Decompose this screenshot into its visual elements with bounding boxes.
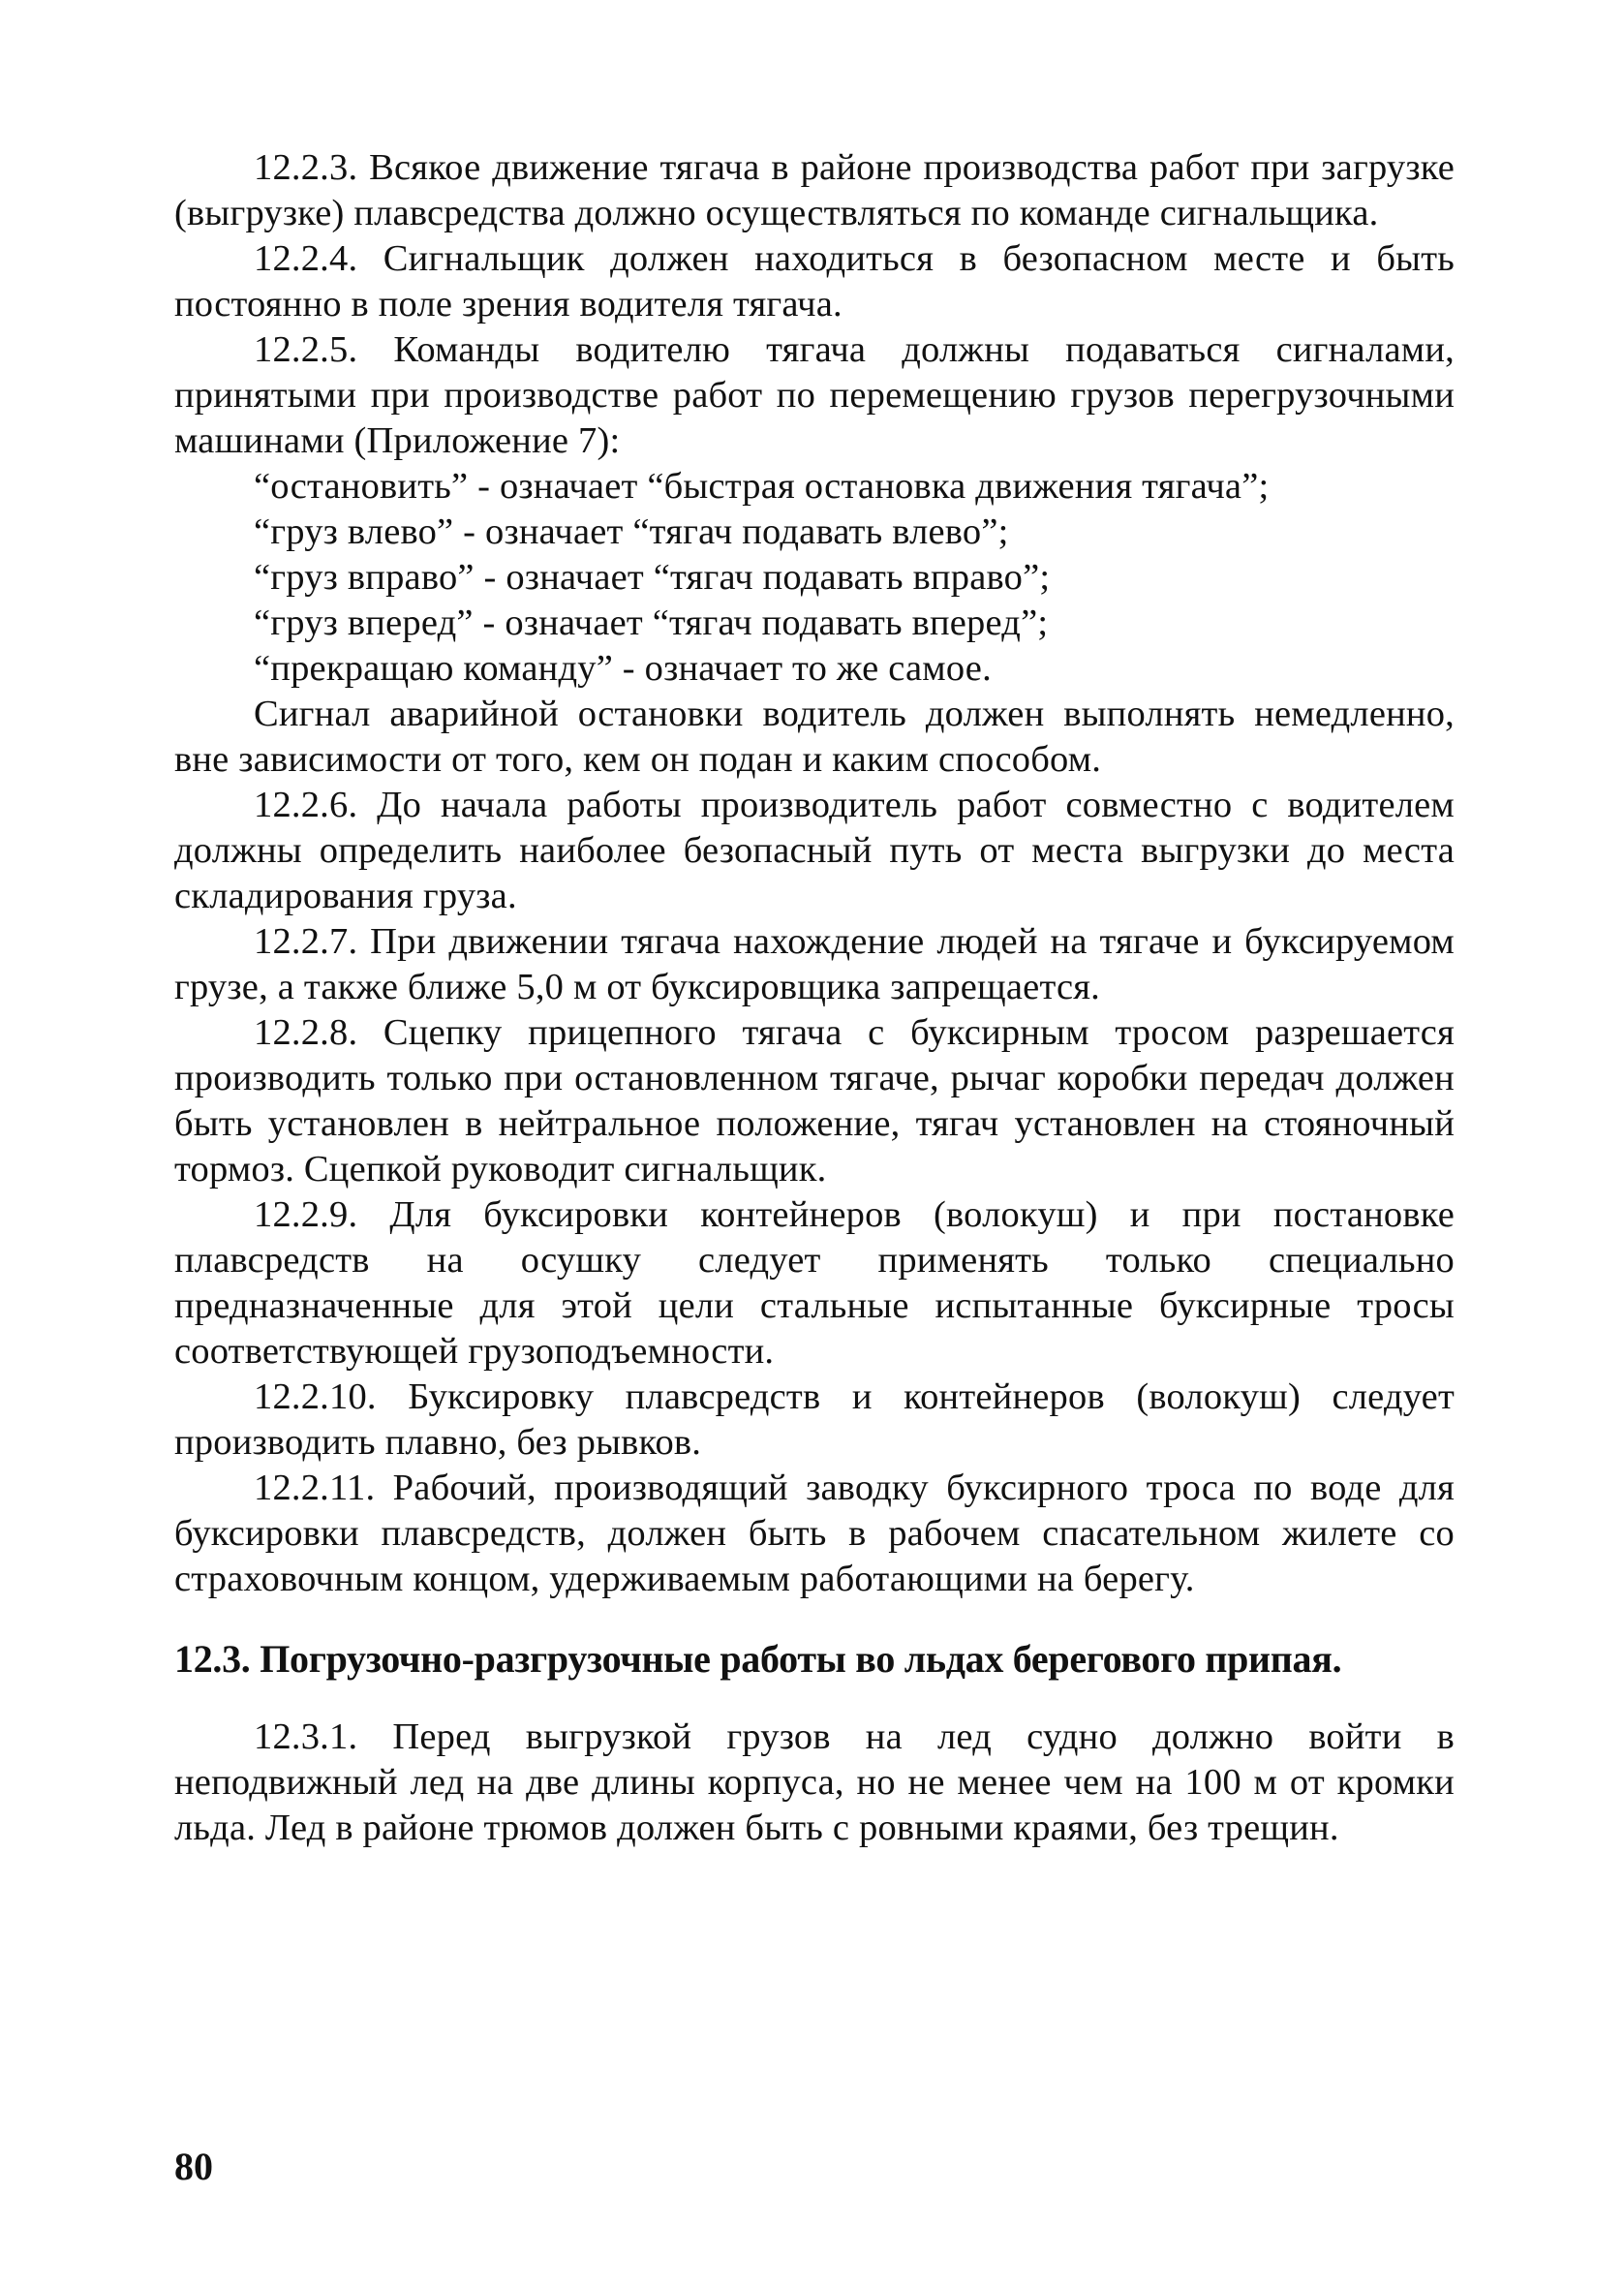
paragraph-12-3-1: 12.3.1. Перед выгрузкой грузов на лед судно должно войти в неподвижный лед на две длины корпуса, но не менее чем на 100 м от кромки льда. Лед в районе трюмов должен быть с ровными краями, без трещин.	[174, 1716, 1455, 1848]
paragraph-12-2-4: 12.2.4. Сигнальщик должен находиться в безопасном месте и быть постоянно в поле зрения водителя тягача.	[174, 238, 1455, 325]
paragraph-12-2-6: 12.2.6. До начала работы производитель работ совместно с водителем должны определить наиболее безопасный путь от места выгрузки до места складирования груза.	[174, 785, 1455, 916]
command-left: “груз влево” - означает “тягач подавать влево”;	[254, 511, 1009, 552]
paragraph-12-2-11: 12.2.11. Рабочий, производящий заводку буксирного троса по воде для буксировки плавсредств, должен быть в рабочем спасательном жилете со страховочным концом, удерживаемым работающими на берегу.	[174, 1468, 1455, 1599]
command-forward: “груз вперед” - означает “тягач подавать вперед”;	[254, 603, 1049, 643]
page-number: 80	[174, 2145, 213, 2188]
paragraph-12-2-3: 12.2.3. Всякое движение тягача в районе производства работ при загрузке (выгрузке) плавсредства должно осуществляться по команде сигнальщика.	[174, 147, 1455, 233]
paragraph-12-2-8: 12.2.8. Сцепку прицепного тягача с буксирным тросом разрешается производить только при остановленном тягаче, рычаг коробки передач должен быть установлен в нейтральное положение, тягач установлен на стояночный тормоз. Сцепкой руководит сигнальщик.	[174, 1012, 1455, 1190]
command-list	[174, 464, 1455, 692]
paragraph-12-2-5: 12.2.5. Команды водителю тягача должны подаваться сигналами, принятыми при производстве работ по перемещению грузов перегрузочными машинами (Приложение 7):	[174, 329, 1455, 461]
document-page	[174, 145, 1455, 1851]
command-cancel: “прекращаю команду” - означает то же самое.	[254, 648, 992, 689]
command-stop: “остановить” - означает “быстрая остановка движения тягача”;	[254, 466, 1270, 507]
paragraph-emergency-signal: Сигнал аварийной остановки водитель должен выполнять немедленно, вне зависимости от того, кем он подан и каким способом.	[174, 694, 1455, 780]
paragraph-12-2-10: 12.2.10. Буксировку плавсредств и контейнеров (волокуш) следует производить плавно, без рывков.	[174, 1376, 1455, 1463]
section-heading: 12.3. Погрузочно-разгрузочные работы во льдах берегового припая.	[174, 1637, 1342, 1681]
paragraph-12-2-9: 12.2.9. Для буксировки контейнеров (волокуш) и при постановке плавсредств на осушку следует применять только специально предназначенные для этой цели стальные испытанные буксирные тросы соответствующей грузоподъемности.	[174, 1194, 1455, 1372]
command-right: “груз вправо” - означает “тягач подавать вправо”;	[254, 557, 1051, 598]
paragraph-12-2-7: 12.2.7. При движении тягача нахождение людей на тягаче и буксируемом грузе, а также ближе 5,0 м от буксировщика запрещается.	[174, 921, 1455, 1007]
